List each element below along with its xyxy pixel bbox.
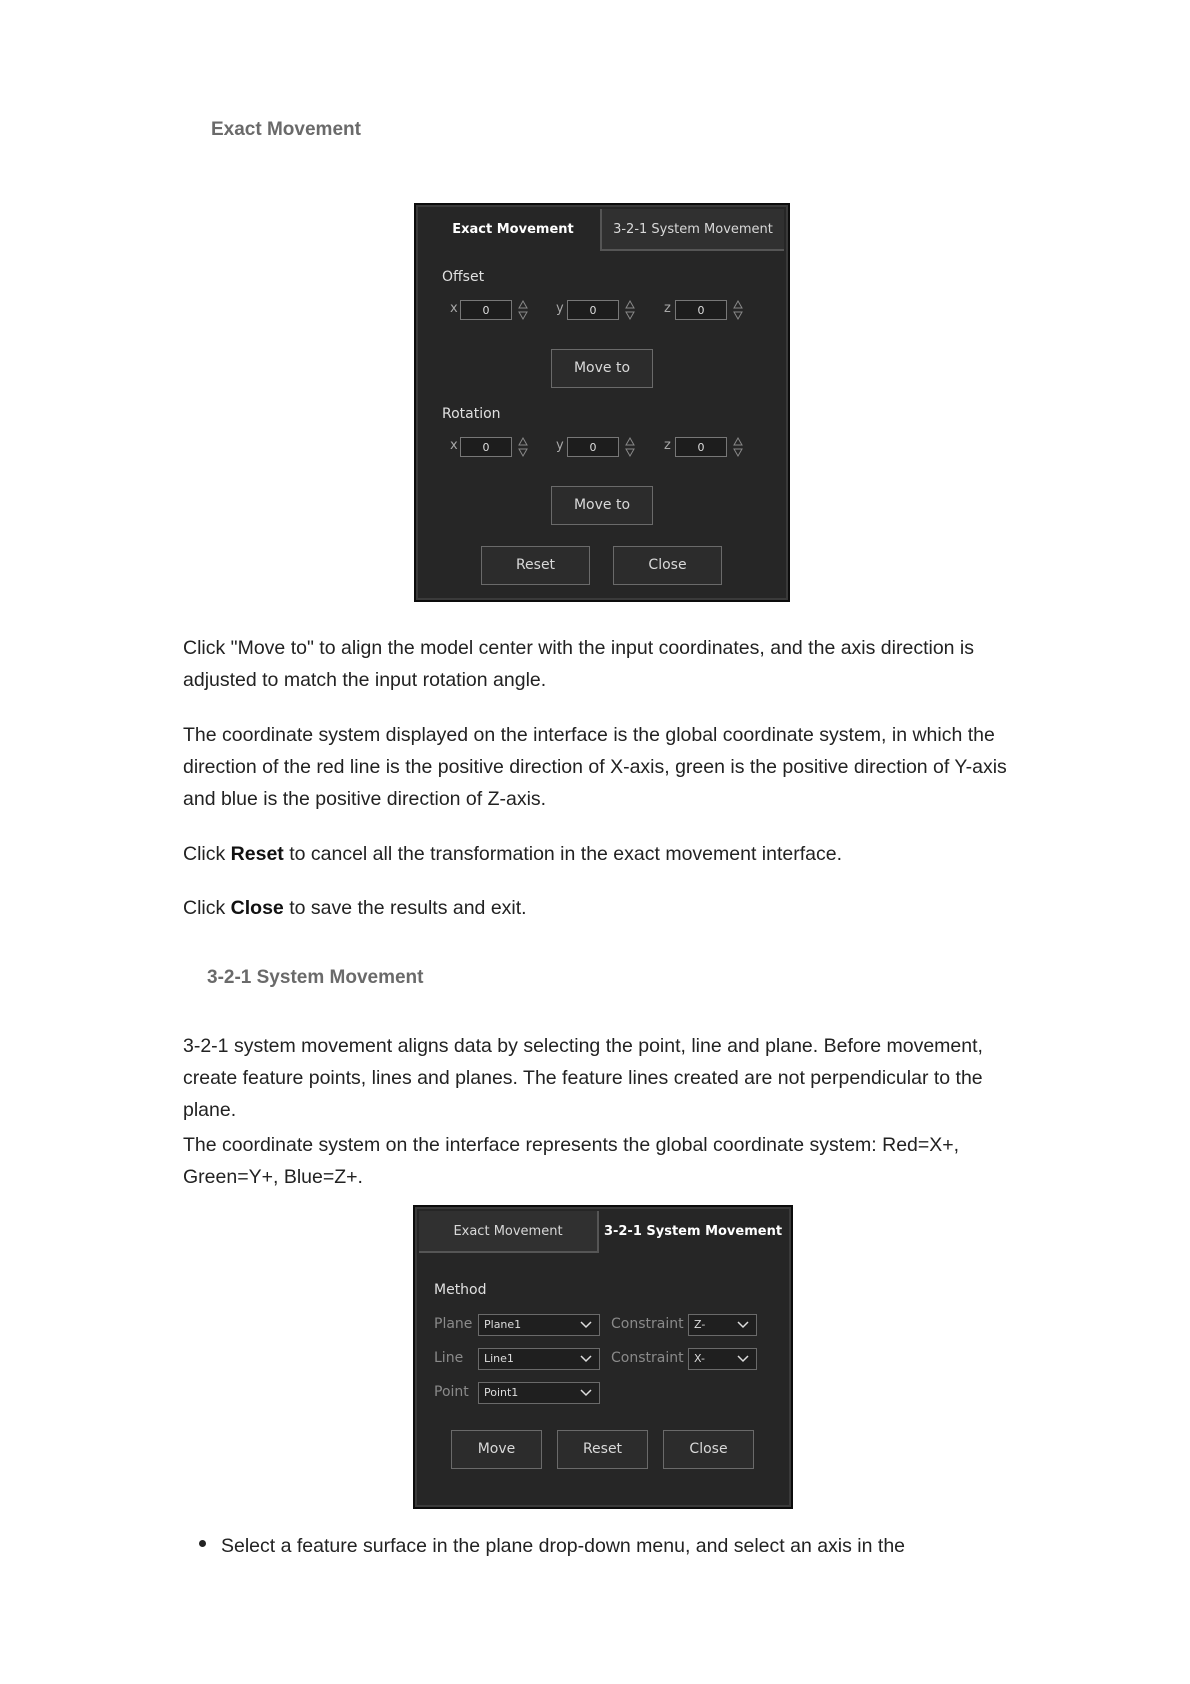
offset-y-label: y: [556, 301, 564, 316]
constraint-select-1[interactable]: [688, 1314, 757, 1336]
method-label: Method: [434, 1282, 487, 1298]
offset-label: Offset: [442, 269, 485, 285]
rotation-y-spinner-icon[interactable]: [624, 435, 636, 459]
offset-y-spinner-icon[interactable]: [624, 298, 636, 322]
tab-321-system-movement[interactable]: 3-2-1 System Movement: [600, 209, 784, 251]
paragraph-coordinate-system: The coordinate system displayed on the interface is the global coordinate system, in which the direction of the red line is the positive direction of X-axis, green is the positive direction of Y-axis and blue is the positive direction of Z-axis.: [183, 724, 1007, 810]
line-select[interactable]: [478, 1348, 600, 1370]
close-button[interactable]: Close: [613, 546, 722, 585]
point-label: Point: [434, 1384, 469, 1400]
rotation-y-input[interactable]: 0: [567, 437, 619, 457]
offset-z-label: z: [664, 301, 671, 316]
close-button[interactable]: Close: [663, 1430, 754, 1469]
close-suffix: to save the results and exit.: [283, 897, 527, 919]
rotation-x-spinner-icon[interactable]: [517, 435, 529, 459]
bullet-dot: [199, 1540, 206, 1547]
321-system-movement-dialog: [413, 1205, 793, 1509]
reset-prefix: Click: [183, 843, 231, 865]
point-select[interactable]: [478, 1382, 600, 1404]
rotation-y-label: y: [556, 438, 564, 453]
reset-button[interactable]: Reset: [481, 546, 590, 585]
rotation-x-label: x: [450, 438, 458, 453]
paragraph-move-to: Click "Move to" to align the model center with the input coordinates, and the axis direction is adjusted to match the input rotation angle.: [183, 637, 975, 691]
rotation-x-input[interactable]: 0: [460, 437, 512, 457]
paragraph-reset: [183, 838, 1043, 870]
plane-select[interactable]: [478, 1314, 600, 1336]
offset-z-input[interactable]: 0: [675, 300, 727, 320]
move-button[interactable]: Move: [451, 1430, 542, 1469]
rotation-z-input[interactable]: 0: [675, 437, 727, 457]
constraint-value-2: X-: [694, 1352, 705, 1365]
tab-exact-movement[interactable]: Exact Movement: [420, 209, 606, 251]
tab-exact-movement[interactable]: Exact Movement: [419, 1211, 599, 1253]
rotation-move-to-button[interactable]: Move to: [551, 486, 653, 525]
offset-x-label: x: [450, 301, 458, 316]
line-value: Line1: [484, 1352, 514, 1365]
offset-z-spinner-icon[interactable]: [732, 298, 744, 322]
paragraph-close: [183, 892, 1043, 924]
constraint-label-2: Constraint: [611, 1350, 684, 1366]
tab-321-system-movement[interactable]: 3-2-1 System Movement: [599, 1211, 787, 1253]
offset-x-input[interactable]: 0: [460, 300, 512, 320]
line-label: Line: [434, 1350, 464, 1366]
section-heading-321-system-movement: 3-2-1 System Movement: [207, 967, 424, 988]
reset-button[interactable]: Reset: [557, 1430, 648, 1469]
chevron-down-icon: [736, 1353, 750, 1365]
close-prefix: Click: [183, 897, 231, 919]
close-keyword: Close: [230, 897, 284, 919]
constraint-label-1: Constraint: [611, 1316, 684, 1332]
paragraph-321-description: 3-2-1 system movement aligns data by selecting the point, line and plane. Before movement, create feature points, lines and planes. The feature lines created are not perpendicular to the plane.: [183, 1035, 983, 1121]
offset-move-to-button[interactable]: Move to: [551, 349, 653, 388]
chevron-down-icon: [579, 1319, 593, 1331]
constraint-value-1: Z-: [694, 1318, 706, 1331]
section-heading-exact-movement: Exact Movement: [211, 119, 361, 140]
point-value: Point1: [484, 1386, 519, 1399]
bullet-item-plane-select: Select a feature surface in the plane drop-down menu, and select an axis in the: [221, 1535, 906, 1556]
chevron-down-icon: [579, 1353, 593, 1365]
exact-movement-dialog: [414, 203, 790, 602]
plane-value: Plane1: [484, 1318, 522, 1331]
rotation-z-label: z: [664, 438, 671, 453]
bullet-list: [0, 1530, 1190, 1556]
plane-label: Plane: [434, 1316, 473, 1332]
reset-suffix: to cancel all the transformation in the exact movement interface.: [283, 843, 842, 865]
rotation-label: Rotation: [442, 406, 501, 422]
offset-y-input[interactable]: 0: [567, 300, 619, 320]
chevron-down-icon: [579, 1387, 593, 1399]
constraint-select-2[interactable]: [688, 1348, 757, 1370]
reset-keyword: Reset: [230, 843, 284, 865]
offset-x-spinner-icon[interactable]: [517, 298, 529, 322]
paragraph-321-coordinate-system: The coordinate system on the interface represents the global coordinate system: Red=X+, Green=Y+, Blue=Z+.: [183, 1134, 960, 1188]
rotation-z-spinner-icon[interactable]: [732, 435, 744, 459]
chevron-down-icon: [736, 1319, 750, 1331]
